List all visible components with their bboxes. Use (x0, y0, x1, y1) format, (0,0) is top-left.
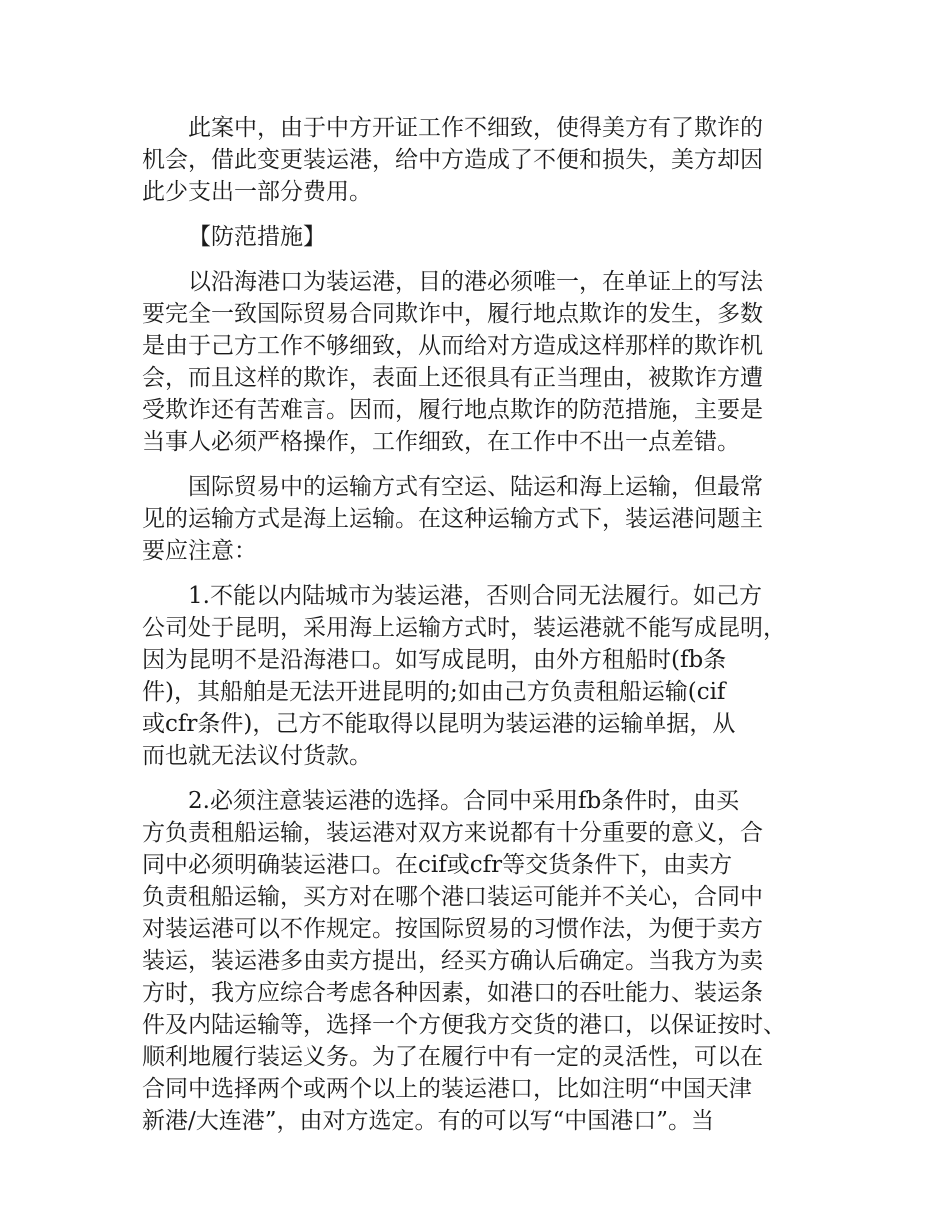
text-line: 方时，我方应综合考虑各种因素，如港口的吞吐能力、装运条 (142, 980, 763, 1006)
heading-line: 【防范措施】 (188, 224, 326, 250)
text-line: 要应注意： (142, 538, 257, 564)
text-line: 是由于己方工作不够细致，从而给对方造成这样那样的欺诈机 (142, 333, 763, 359)
text-line: 会，而且这样的欺诈，表面上还很具有正当理由，被欺诈方遭 (142, 365, 763, 391)
text-line: 而也就无法议付货款。 (142, 743, 372, 769)
text-line: 此案中，由于中方开证工作不细致，使得美方有了欺诈的 (188, 115, 763, 141)
text-line: 国际贸易中的运输方式有空运、陆运和海上运输，但最常 (188, 474, 763, 500)
text-line: 2.必须注意装运港的选择。合同中采用fb条件时，由买 (188, 788, 740, 814)
paragraph-intro (142, 112, 812, 208)
text-line: 公司处于昆明，采用海上运输方式时，装运港就不能写成昆明， (142, 615, 786, 641)
text-line: 1.不能以内陆城市为装运港，否则合同无法履行。如己方 (188, 583, 762, 609)
text-line: 此少支出一部分费用。 (142, 179, 372, 205)
paragraph-measures (142, 266, 812, 458)
text-line: 新港/大连港”，由对方选定。有的可以写“中国港口”。当 (142, 1108, 715, 1134)
text-line: 合同中选择两个或两个以上的装运港口，比如注明“中国天津 (142, 1076, 752, 1102)
paragraph-transport (142, 471, 812, 567)
paragraph-point-1 (142, 580, 812, 772)
text-line: 对装运港可以不作规定。按国际贸易的习惯作法，为便于卖方 (142, 916, 763, 942)
text-line: 受欺诈还有苦难言。因而，履行地点欺诈的防范措施，主要是 (142, 397, 763, 423)
text-line: 方负责租船运输，装运港对双方来说都有十分重要的意义，合 (142, 820, 763, 846)
text-line: 装运，装运港多由卖方提出，经买方确认后确定。当我方为卖 (142, 948, 763, 974)
text-line: 见的运输方式是海上运输。在这种运输方式下，装运港问题主 (142, 506, 763, 532)
text-line: 以沿海港口为装运港，目的港必须唯一，在单证上的写法 (188, 269, 763, 295)
text-line: 同中必须明确装运港口。在cif或cfr等交货条件下，由卖方 (142, 852, 733, 878)
text-line: 件及内陆运输等，选择一个方便我方交货的港口，以保证按时、 (142, 1012, 786, 1038)
text-line: 要完全一致国际贸易合同欺诈中，履行地点欺诈的发生，多数 (142, 301, 763, 327)
text-line: 当事人必须严格操作，工作细致，在工作中不出一点差错。 (142, 429, 740, 455)
text-line: 件)，其船舶是无法开进昆明的;如由己方负责租船运输(cif (142, 679, 726, 705)
text-line: 负责租船运输，买方对在哪个港口装运可能并不关心，合同中 (142, 884, 763, 910)
section-heading (142, 221, 812, 253)
text-line: 或cfr条件)，己方不能取得以昆明为装运港的运输单据，从 (142, 711, 736, 737)
text-line: 机会，借此变更装运港，给中方造成了不便和损失，美方却因 (142, 147, 763, 173)
text-line: 顺利地履行装运义务。为了在履行中有一定的灵活性，可以在 (142, 1044, 763, 1070)
paragraph-point-2 (142, 785, 812, 1137)
text-line: 因为昆明不是沿海港口。如写成昆明，由外方租船时(fb条 (142, 647, 727, 673)
document-body (142, 112, 812, 1150)
